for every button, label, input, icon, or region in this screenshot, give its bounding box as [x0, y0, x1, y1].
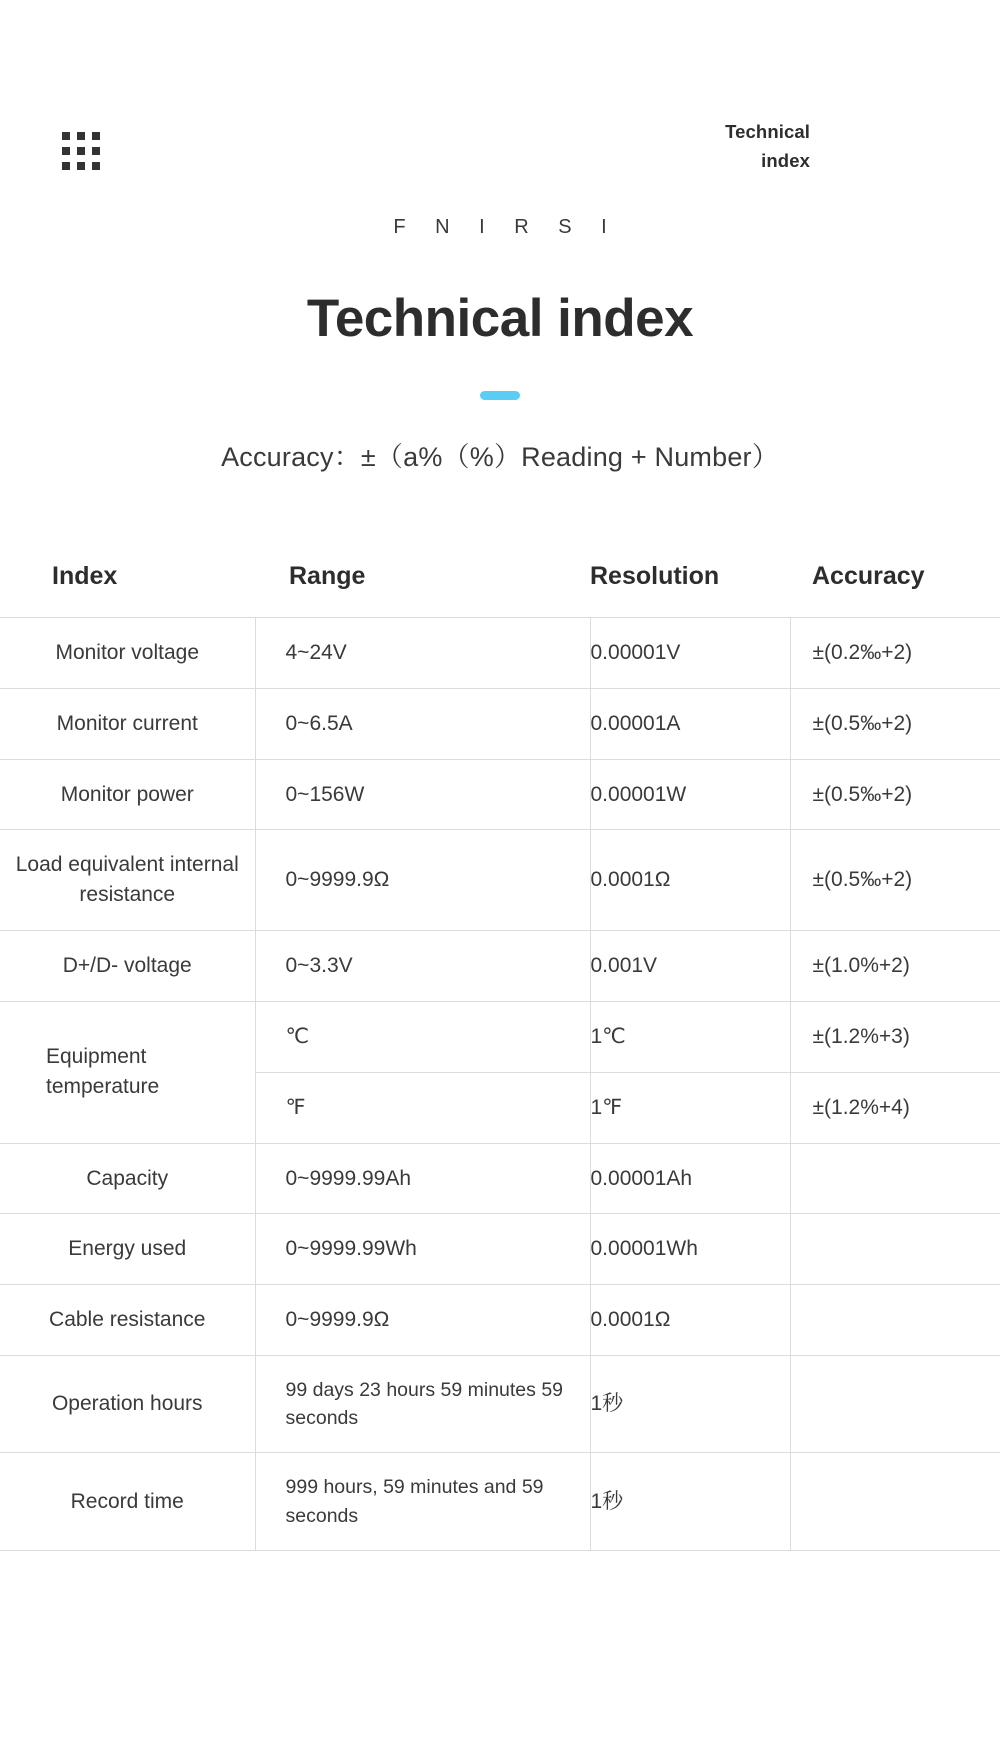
cell-accuracy: ±(0.2‰+2) — [790, 618, 1000, 689]
cell-index: Monitor current — [0, 688, 255, 759]
cell-accuracy: ±(0.5‰+2) — [790, 830, 1000, 931]
cell-index: Load equivalent internal resistance — [0, 830, 255, 931]
cell-resolution: 0.00001Ah — [590, 1143, 790, 1214]
dot-grid-dot — [77, 147, 85, 155]
table-row — [0, 1214, 1000, 1285]
cell-index: Operation hours — [0, 1355, 255, 1453]
cell-range: 0~9999.9Ω — [255, 830, 590, 931]
brand-wordmark: F N I R S I — [393, 216, 619, 238]
specification-table — [0, 548, 1000, 1551]
cell-range: 0~9999.9Ω — [255, 1285, 590, 1356]
corner-label-line-1: Technical — [725, 121, 810, 142]
cell-accuracy: ±(1.2%+3) — [790, 1001, 1000, 1072]
cell-index: Monitor voltage — [0, 618, 255, 689]
cell-resolution: 0.00001V — [590, 618, 790, 689]
cell-index: Energy used — [0, 1214, 255, 1285]
cell-accuracy — [790, 1214, 1000, 1285]
cell-resolution: 0.0001Ω — [590, 1285, 790, 1356]
column-header-resolution: Resolution — [590, 562, 720, 590]
table-row — [0, 1001, 1000, 1072]
table-row — [0, 931, 1000, 1002]
cell-accuracy — [790, 1285, 1000, 1356]
dot-grid-dot — [77, 132, 85, 140]
dot-grid-dot — [62, 147, 70, 155]
cell-resolution: 1℃ — [590, 1001, 790, 1072]
table-row — [0, 1285, 1000, 1356]
cell-accuracy: ±(1.2%+4) — [790, 1072, 1000, 1143]
cell-accuracy: ±(0.5‰+2) — [790, 759, 1000, 830]
table-body — [0, 618, 1000, 1551]
table-row — [0, 830, 1000, 931]
cell-accuracy: ±(0.5‰+2) — [790, 688, 1000, 759]
dot-grid-dot — [92, 162, 100, 170]
cell-accuracy: ±(1.0%+2) — [790, 931, 1000, 1002]
dot-grid-dot — [92, 147, 100, 155]
column-header-range: Range — [289, 562, 366, 590]
column-header-index: Index — [52, 562, 118, 590]
cell-resolution: 0.0001Ω — [590, 830, 790, 931]
cell-index: Monitor power — [0, 759, 255, 830]
column-header-accuracy: Accuracy — [812, 562, 925, 590]
cell-resolution: 1秒 — [590, 1355, 790, 1453]
corner-label-line-2: index — [761, 149, 810, 171]
cell-range: 0~9999.99Ah — [255, 1143, 590, 1214]
table-row — [0, 1143, 1000, 1214]
table-header — [0, 548, 1000, 618]
dot-grid-dot — [77, 162, 85, 170]
cell-accuracy — [790, 1355, 1000, 1453]
corner-section-label — [580, 118, 810, 175]
cell-resolution: 1℉ — [590, 1072, 790, 1143]
cell-resolution: 1秒 — [590, 1453, 790, 1551]
cell-accuracy — [790, 1453, 1000, 1551]
cell-resolution: 0.00001Wh — [590, 1214, 790, 1285]
cell-range: 0~6.5A — [255, 688, 590, 759]
table-row — [0, 688, 1000, 759]
cell-range: 4~24V — [255, 618, 590, 689]
table-row — [0, 1453, 1000, 1551]
table-row — [0, 759, 1000, 830]
cell-range: 0~3.3V — [255, 931, 590, 1002]
dot-grid-dot — [62, 132, 70, 140]
cell-range: 99 days 23 hours 59 minutes 59 seconds — [255, 1355, 590, 1453]
cell-index: D+/D- voltage — [0, 931, 255, 1002]
dot-grid-dot — [62, 162, 70, 170]
page-header — [0, 118, 1000, 188]
dot-grid-icon[interactable] — [62, 132, 100, 170]
cell-range: ℃ — [255, 1001, 590, 1072]
dot-grid-dot — [92, 132, 100, 140]
cell-range: 0~156W — [255, 759, 590, 830]
cell-index-equipment-temperature: Equipment temperature — [0, 1001, 255, 1143]
table-row — [0, 618, 1000, 689]
accuracy-formula: Accuracy：±（a%（%）Reading + Number） — [221, 442, 779, 472]
cell-index: Record time — [0, 1453, 255, 1551]
table-header-row — [0, 548, 1000, 618]
cell-resolution: 0.001V — [590, 931, 790, 1002]
cell-accuracy — [790, 1143, 1000, 1214]
cell-index: Capacity — [0, 1143, 255, 1214]
cell-range: ℉ — [255, 1072, 590, 1143]
cell-range: 0~9999.99Wh — [255, 1214, 590, 1285]
accent-divider — [480, 391, 520, 400]
table-row — [0, 1355, 1000, 1453]
cell-resolution: 0.00001W — [590, 759, 790, 830]
cell-index: Cable resistance — [0, 1285, 255, 1356]
page-title: Technical index — [306, 289, 694, 348]
cell-resolution: 0.00001A — [590, 688, 790, 759]
cell-range: 999 hours, 59 minutes and 59 seconds — [255, 1453, 590, 1551]
